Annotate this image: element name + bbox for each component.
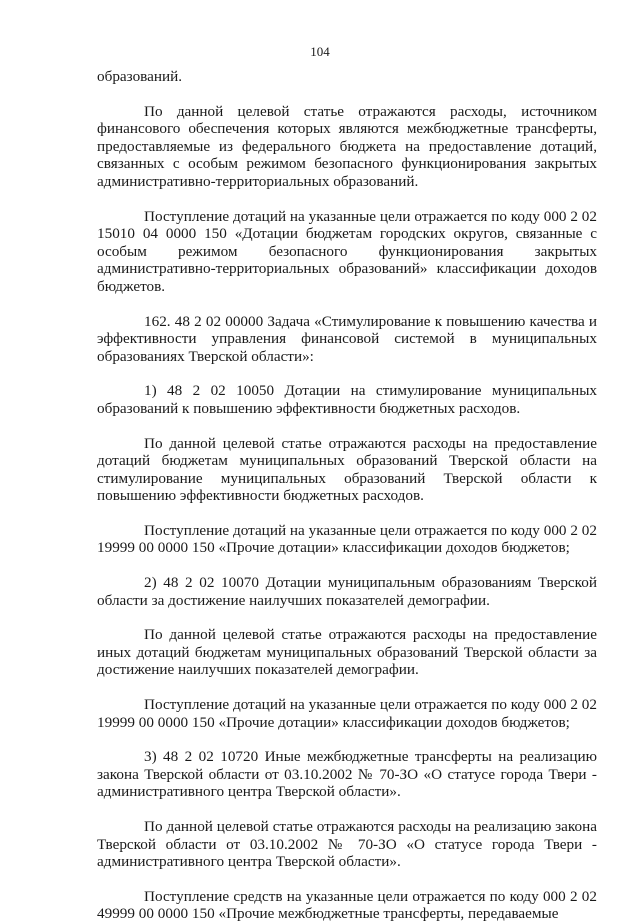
paragraph: Поступление дотаций на указанные цели отражается по коду 000 2 02 15010 04 0000 150 «Дотации бюджетам городских округов, связанные с особым режимом безопасного функционирования закрытых административно-территориальных образований» классификации доходов бюджетов. [97, 207, 597, 295]
paragraph: 3) 48 2 02 10720 Иные межбюджетные трансферты на реализацию закона Тверской области от 03.10.2002 № 70-ЗО «О статусе города Твери - административного центра Тверской области». [97, 748, 597, 801]
paragraph: 1) 48 2 02 10050 Дотации на стимулирование муниципальных образований к повышению эффективности бюджетных расходов. [97, 382, 597, 417]
paragraph: Поступление средств на указанные цели отражается по коду 000 2 02 49999 00 0000 150 «Прочие межбюджетные трансферты, передаваемые [97, 887, 597, 923]
paragraph: По данной целевой статье отражаются расходы на реализацию закона Тверской области от 03.10.2002 № 70-ЗО «О статусе города Твери - административного центра Тверской области». [97, 818, 597, 871]
paragraph: По данной целевой статье отражаются расходы, источником финансового обеспечения которых являются межбюджетные трансферты, предоставляемые из федерального бюджета на предоставление дотаций, связанных с особым режимом безопасного функционирования закрытых административно-территориальных образований. [97, 102, 597, 190]
paragraph-continuation: образований. [97, 68, 183, 85]
paragraph: По данной целевой статье отражаются расходы на предоставление иных дотаций бюджетам муниципальных образований Тверской области за достижение наилучших показателей демографии. [97, 626, 597, 679]
paragraph: 2) 48 2 02 10070 Дотации муниципальным образованиям Тверской области за достижение наилучших показателей демографии. [97, 574, 597, 609]
page-number: 104 [310, 44, 330, 59]
document-body [97, 68, 597, 923]
paragraph: Поступление дотаций на указанные цели отражается по коду 000 2 02 19999 00 0000 150 «Прочие дотации» классификации доходов бюджетов; [97, 696, 597, 731]
paragraph: Поступление дотаций на указанные цели отражается по коду 000 2 02 19999 00 0000 150 «Прочие дотации» классификации доходов бюджетов; [97, 521, 597, 557]
paragraph: 162. 48 2 02 00000 Задача «Стимулирование к повышению качества и эффективности управления финансовой системой в муниципальных образованиях Тверской области»: [97, 312, 597, 365]
paragraph: По данной целевой статье отражаются расходы на предоставление дотаций бюджетам муниципальных образований Тверской области на стимулирование муниципальных образований Тверской области к повышению эффективности бюджетных расходов. [97, 434, 597, 505]
